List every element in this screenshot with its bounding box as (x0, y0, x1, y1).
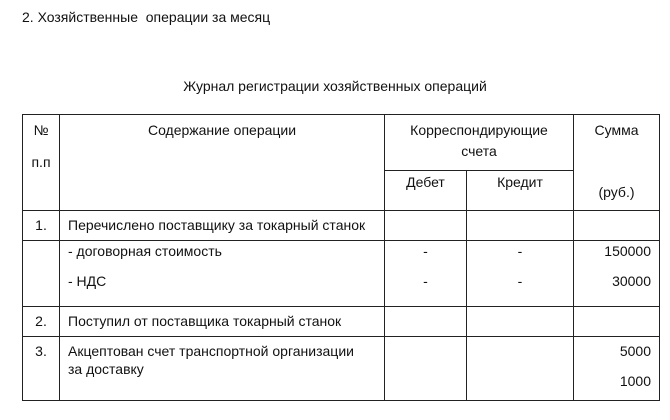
table-row (23, 337, 660, 401)
sum-cell: 150000 30000 (574, 241, 660, 307)
row-number: 1. (23, 211, 60, 241)
header-sum: Сумма (руб.) (574, 115, 660, 211)
debit-cell: - - (385, 241, 467, 307)
operation-text: Перечислено поставщику за токарный станок (60, 211, 385, 241)
table-row (23, 241, 660, 307)
header-corresponding-accounts: Корреспондирующие счета (385, 115, 574, 171)
table-row (23, 211, 660, 241)
operation-text: - договорная стоимость - НДС (60, 241, 385, 307)
section-heading: 2. Хозяйственные операции за месяц (22, 9, 271, 25)
credit-cell (467, 337, 574, 401)
table-row (23, 307, 660, 337)
table-header-row (23, 115, 660, 171)
journal-title: Журнал регистрации хозяйственных операций (183, 78, 487, 94)
header-debit: Дебет (385, 171, 467, 211)
debit-cell (385, 307, 467, 337)
operations-journal-table (22, 114, 660, 401)
debit-cell (385, 211, 467, 241)
credit-cell (467, 307, 574, 337)
row-number: 2. (23, 307, 60, 337)
header-content: Содержание операции (60, 115, 385, 211)
debit-cell (385, 337, 467, 401)
operation-text: Поступил от поставщика токарный станок (60, 307, 385, 337)
sum-cell: 5000 1000 (574, 337, 660, 401)
operation-text: Акцептован счет транспортной организации за доставку (60, 337, 385, 401)
header-credit: Кредит (467, 171, 574, 211)
header-number: № п.п (23, 115, 60, 211)
row-number (23, 241, 60, 307)
credit-cell: - - (467, 241, 574, 307)
row-number: 3. (23, 337, 60, 401)
sum-cell (574, 211, 660, 241)
sum-cell (574, 307, 660, 337)
credit-cell (467, 211, 574, 241)
